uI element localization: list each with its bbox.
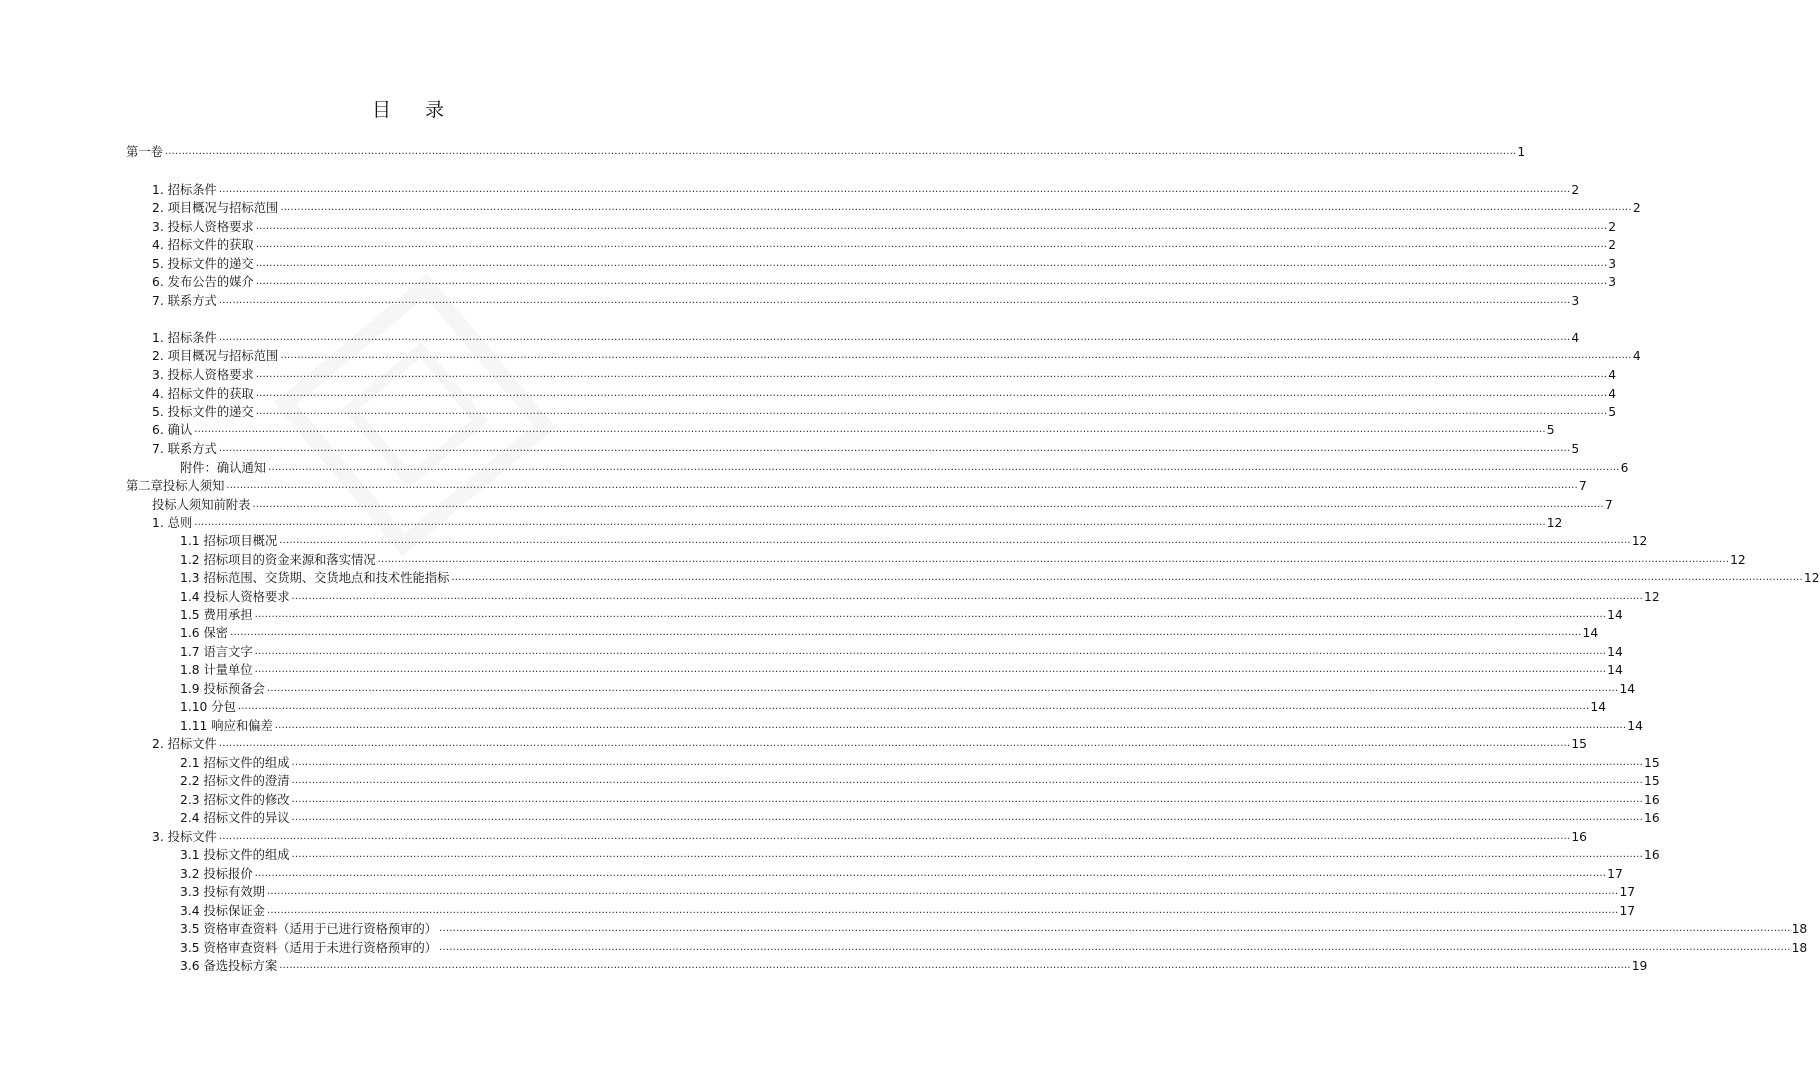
toc-entry[interactable]: 2. 项目概况与招标范围 ................................................................................................................................................................................................................................................................................................................................................................................................................ 4 xyxy=(152,349,1641,363)
toc-entry[interactable]: 1.5 费用承担 ................................................................................................................................................................................................................................................................................................................................................................................................................ 14 xyxy=(180,608,1623,622)
toc-entry[interactable]: 1.11 响应和偏差 ................................................................................................................................................................................................................................................................................................................................................................................................................ 14 xyxy=(180,719,1643,733)
toc-entry[interactable]: 3.1 投标文件的组成 ................................................................................................................................................................................................................................................................................................................................................................................................................ 16 xyxy=(180,848,1660,862)
toc-entry[interactable]: 3. 投标文件 ................................................................................................................................................................................................................................................................................................................................................................................................................ 16 xyxy=(152,830,1587,844)
toc-entry[interactable]: 1. 招标条件 ................................................................................................................................................................................................................................................................................................................................................................................................................ 2 xyxy=(152,183,1580,197)
toc-entry[interactable]: 6. 确认 ................................................................................................................................................................................................................................................................................................................................................................................................................ 5 xyxy=(152,423,1555,437)
toc-entry[interactable]: 2. 项目概况与招标范围 ................................................................................................................................................................................................................................................................................................................................................................................................................ 2 xyxy=(152,201,1641,215)
toc-entry[interactable]: 2.2 招标文件的澄清 ................................................................................................................................................................................................................................................................................................................................................................................................................ 15 xyxy=(180,774,1660,788)
toc-entry[interactable]: 4. 招标文件的获取 ................................................................................................................................................................................................................................................................................................................................................................................................................ 2 xyxy=(152,238,1617,252)
toc-entry[interactable]: 1.9 投标预备会 ................................................................................................................................................................................................................................................................................................................................................................................................................ 14 xyxy=(180,682,1636,696)
toc-entry[interactable]: 2.3 招标文件的修改 ................................................................................................................................................................................................................................................................................................................................................................................................................ 16 xyxy=(180,793,1660,807)
toc-entry[interactable]: 1. 招标条件 ................................................................................................................................................................................................................................................................................................................................................................................................................ 4 xyxy=(152,331,1580,345)
toc-entry[interactable]: 1. 总则 ................................................................................................................................................................................................................................................................................................................................................................................................................ 12 xyxy=(152,516,1563,530)
toc-entry[interactable]: 3.6 备选投标方案 ................................................................................................................................................................................................................................................................................................................................................................................................................ 19 xyxy=(180,959,1648,973)
toc-entry[interactable]: 1.3 招标范围、交货期、交货地点和技术性能指标 ................................................................................................................................................................................................................................................................................................................................................................................................................ 12 xyxy=(180,571,1820,585)
toc-entry[interactable]: 7. 联系方式 ................................................................................................................................................................................................................................................................................................................................................................................................................ 3 xyxy=(152,294,1580,308)
toc-entry[interactable]: 3.4 投标保证金 ................................................................................................................................................................................................................................................................................................................................................................................................................ 17 xyxy=(180,904,1636,918)
toc-entry[interactable]: 1.7 语言文字 ................................................................................................................................................................................................................................................................................................................................................................................................................ 14 xyxy=(180,645,1623,659)
toc-entry[interactable]: 1.1 招标项目概况 ................................................................................................................................................................................................................................................................................................................................................................................................................ 12 xyxy=(180,534,1648,548)
toc-entry[interactable]: 1.8 计量单位 ................................................................................................................................................................................................................................................................................................................................................................................................................ 14 xyxy=(180,663,1623,677)
toc-entry[interactable]: 1.10 分包 ................................................................................................................................................................................................................................................................................................................................................................................................................ 14 xyxy=(180,700,1607,714)
toc-entry[interactable]: 附件：确认通知 ................................................................................................................................................................................................................................................................................................................................................................................................................ 6 xyxy=(180,461,1629,475)
toc-entry[interactable]: 2.1 招标文件的组成 ................................................................................................................................................................................................................................................................................................................................................................................................................ 15 xyxy=(180,756,1660,770)
toc-entry[interactable]: 3. 投标人资格要求 ................................................................................................................................................................................................................................................................................................................................................................................................................ 2 xyxy=(152,220,1617,234)
toc-entry[interactable]: 3.2 投标报价 ................................................................................................................................................................................................................................................................................................................................................................................................................ 17 xyxy=(180,867,1623,881)
toc-entry[interactable]: 第二章投标人须知 ................................................................................................................................................................................................................................................................................................................................................................................................................ 7 xyxy=(126,479,1587,493)
toc-entry[interactable]: 2.4 招标文件的异议 ................................................................................................................................................................................................................................................................................................................................................................................................................ 16 xyxy=(180,811,1660,825)
toc-entry[interactable]: 3. 投标人资格要求 ................................................................................................................................................................................................................................................................................................................................................................................................................ 4 xyxy=(152,368,1617,382)
toc-entry[interactable]: 7. 联系方式 ................................................................................................................................................................................................................................................................................................................................................................................................................ 5 xyxy=(152,442,1580,456)
toc-entry[interactable]: 3.3 投标有效期 ................................................................................................................................................................................................................................................................................................................................................................................................................ 17 xyxy=(180,885,1636,899)
toc-entry[interactable]: 1.2 招标项目的资金来源和落实情况 ................................................................................................................................................................................................................................................................................................................................................................................................................ 12 xyxy=(180,553,1746,567)
toc-entry[interactable]: 4. 招标文件的获取 ................................................................................................................................................................................................................................................................................................................................................................................................................ 4 xyxy=(152,387,1617,401)
page-title: 目 录 xyxy=(371,99,459,121)
toc-entry[interactable]: 5. 投标文件的递交 ................................................................................................................................................................................................................................................................................................................................................................................................................ 3 xyxy=(152,257,1617,271)
toc-entry[interactable]: 5. 投标文件的递交 ................................................................................................................................................................................................................................................................................................................................................................................................................ 5 xyxy=(152,405,1617,419)
toc-entry[interactable]: 3.5 资格审查资料（适用于未进行资格预审的） ................................................................................................................................................................................................................................................................................................................................................................................................................ 18 xyxy=(180,941,1808,955)
toc-entry[interactable]: 3.5 资格审查资料（适用于已进行资格预审的） ................................................................................................................................................................................................................................................................................................................................................................................................................ 18 xyxy=(180,922,1808,936)
toc-entry[interactable]: 1.4 投标人资格要求 ................................................................................................................................................................................................................................................................................................................................................................................................................ 12 xyxy=(180,590,1660,604)
toc-entry[interactable]: 6. 发布公告的媒介 ................................................................................................................................................................................................................................................................................................................................................................................................................ 3 xyxy=(152,275,1617,289)
toc-entry[interactable]: 1.6 保密 ................................................................................................................................................................................................................................................................................................................................................................................................................ 14 xyxy=(180,626,1599,640)
toc-entry[interactable]: 2. 招标文件 ................................................................................................................................................................................................................................................................................................................................................................................................................ 15 xyxy=(152,737,1587,751)
toc-entry[interactable]: 第一卷 ................................................................................................................................................................................................................................................................................................................................................................................................................ 1 xyxy=(126,145,1526,159)
toc-entry[interactable]: 投标人须知前附表 ................................................................................................................................................................................................................................................................................................................................................................................................................ 7 xyxy=(152,498,1613,512)
